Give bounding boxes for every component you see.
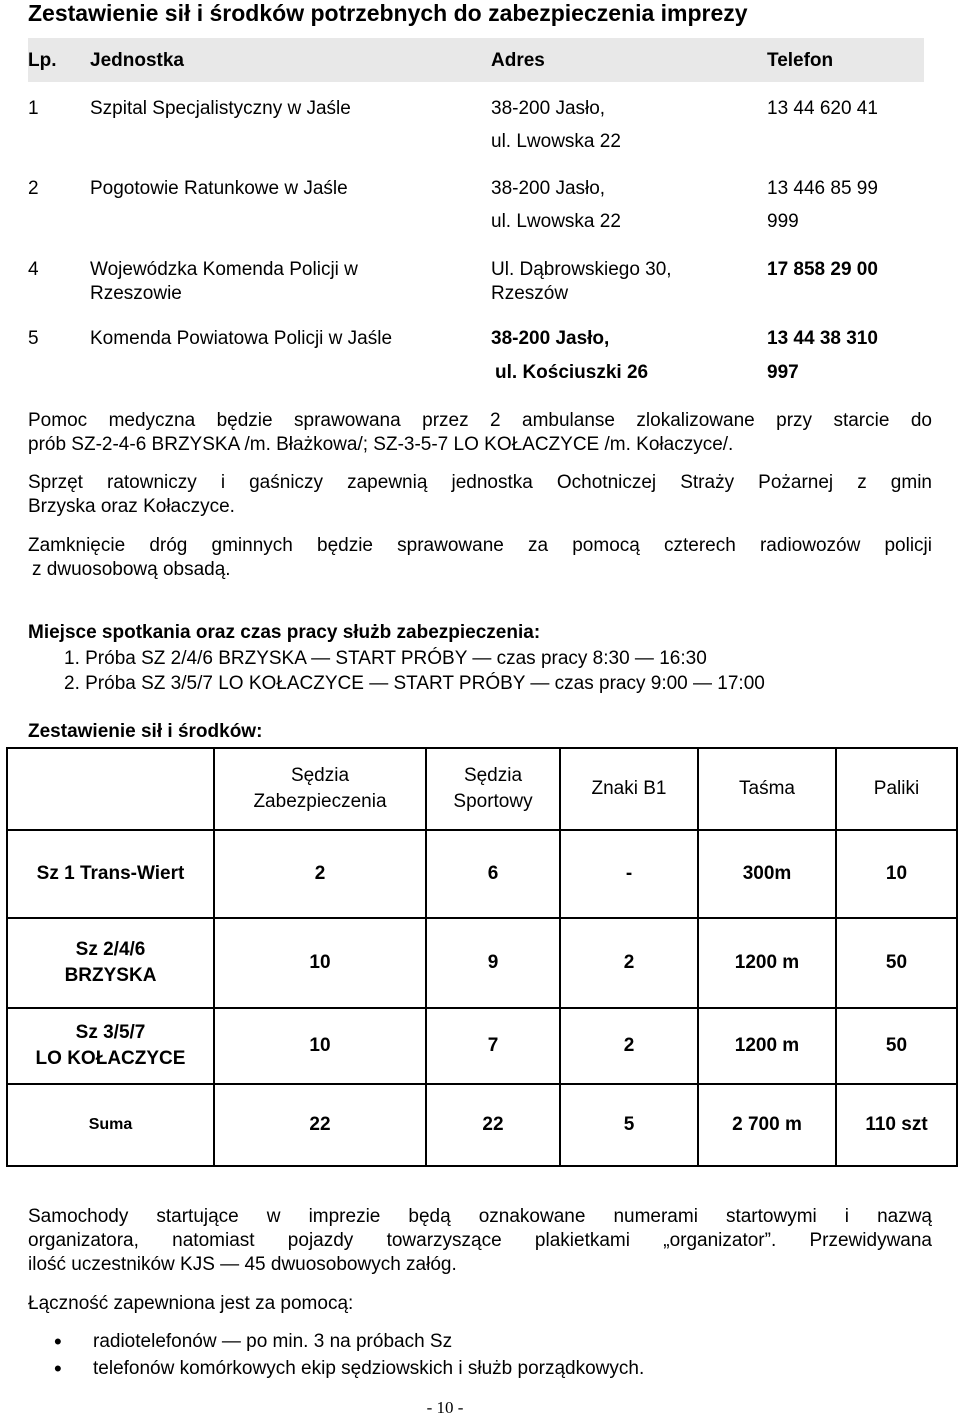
paragraph-line: Zamknięcie dróg gminnych będzie sprawowane za pomocą czterech radiowozów policji bbox=[28, 535, 932, 556]
cell: 2 bbox=[214, 830, 426, 918]
row-lp: 1 bbox=[28, 98, 39, 119]
cell: 9 bbox=[426, 918, 560, 1008]
row-unit: Pogotowie Ratunkowe w Jaśle bbox=[90, 178, 348, 199]
paragraph-line: z dwuosobową obsadą. bbox=[32, 559, 231, 580]
row-lp: 4 bbox=[28, 259, 39, 280]
paragraph-medical bbox=[28, 409, 932, 457]
row-address: 38-200 Jasło, bbox=[491, 328, 610, 349]
header-line: Sędzia bbox=[463, 765, 523, 786]
list-item: • telefonów komórkowych ekip sędziowskich i służb porządkowych. bbox=[28, 1355, 644, 1382]
cell: 22 bbox=[214, 1084, 426, 1166]
meeting-item: 2. Próba SZ 3/5/7 LO KOŁACZYCE — START PRÓBY — czas pracy 9:00 — 17:00 bbox=[64, 673, 765, 694]
row-name-line: BRZYSKA bbox=[64, 965, 157, 986]
cell: 10 bbox=[836, 830, 957, 918]
header-cell: Paliki bbox=[836, 748, 957, 830]
paragraph-line: Sprzęt ratowniczy i gaśniczy zapewnią jednostka Ochotniczej Straży Pożarnej z gmin bbox=[28, 472, 932, 493]
row-lp: 2 bbox=[28, 178, 39, 199]
table-row-sum bbox=[7, 1084, 957, 1166]
table-row bbox=[7, 918, 957, 1008]
row-unit: Wojewódzka Komenda Policji w bbox=[90, 259, 358, 280]
paragraph-line: ilość uczestników KJS — 45 dwuosobowych załóg. bbox=[28, 1254, 457, 1275]
paragraph-cars bbox=[28, 1205, 932, 1277]
list-item: • radiotelefonów — po min. 3 na próbach Sz bbox=[28, 1328, 644, 1355]
comms-heading: Łączność zapewniona jest za pomocą: bbox=[28, 1293, 354, 1314]
page-title: Zestawienie sił i środków potrzebnych do zabezpieczenia imprezy bbox=[28, 0, 748, 26]
cell: 6 bbox=[426, 830, 560, 918]
header-phone: Telefon bbox=[767, 50, 834, 71]
header-unit: Jednostka bbox=[90, 50, 184, 71]
comms-list bbox=[28, 1328, 644, 1382]
header-address: Adres bbox=[491, 50, 545, 71]
row-address-2: Rzeszów bbox=[491, 283, 569, 304]
cell: 10 bbox=[214, 918, 426, 1008]
row-unit: Szpital Specjalistyczny w Jaśle bbox=[90, 98, 351, 119]
table-header-row bbox=[7, 748, 957, 830]
table-row bbox=[7, 1008, 957, 1084]
paragraph-line: Brzyska oraz Kołaczyce. bbox=[28, 496, 235, 517]
cell: 5 bbox=[560, 1084, 698, 1166]
cell: 50 bbox=[836, 1008, 957, 1084]
row-unit-2: Rzeszowie bbox=[90, 283, 182, 304]
row-address: 38-200 Jasło, bbox=[491, 178, 606, 199]
row-phone: 13 44 620 41 bbox=[767, 98, 878, 119]
header-cell bbox=[426, 748, 560, 830]
cell: 10 bbox=[214, 1008, 426, 1084]
cell: 1200 m bbox=[698, 1008, 836, 1084]
cell: 2 700 m bbox=[698, 1084, 836, 1166]
table-row bbox=[7, 830, 957, 918]
row-address: Ul. Dąbrowskiego 30, bbox=[491, 259, 672, 280]
cell: 7 bbox=[426, 1008, 560, 1084]
header-cell: Taśma bbox=[698, 748, 836, 830]
paragraph-line: organizatora, natomiast pojazdy towarzyszące plakietkami „organizator”. Przewidywana bbox=[28, 1230, 932, 1251]
paragraph-line: Pomoc medyczna będzie sprawowana przez 2 ambulanse zlokalizowane przy starcie do bbox=[28, 410, 932, 431]
row-phone-2: 999 bbox=[767, 211, 799, 232]
row-phone: 13 446 85 99 bbox=[767, 178, 878, 199]
paragraph-roads bbox=[28, 534, 932, 582]
cell: 110 szt bbox=[836, 1084, 957, 1166]
meeting-heading: Miejsce spotkania oraz czas pracy służb zabezpieczenia: bbox=[28, 622, 541, 643]
cell: 22 bbox=[426, 1084, 560, 1166]
row-phone-2: 997 bbox=[767, 362, 799, 383]
row-name-line: LO KOŁACZYCE bbox=[35, 1048, 186, 1069]
row-name-line: Sz 2/4/6 bbox=[75, 939, 146, 960]
header-line: Zabezpieczenia bbox=[253, 791, 387, 812]
header-cell: Znaki B1 bbox=[560, 748, 698, 830]
row-address-2: ul. Lwowska 22 bbox=[491, 211, 621, 232]
paragraph-line: Samochody startujące w imprezie będą oznakowane numerami startowymi i nazwą bbox=[28, 1206, 932, 1227]
row-phone: 17 858 29 00 bbox=[767, 259, 878, 280]
header-cell bbox=[214, 748, 426, 830]
header-cell bbox=[7, 748, 214, 830]
row-address-2: ul. Lwowska 22 bbox=[491, 131, 621, 152]
cell: - bbox=[560, 830, 698, 918]
row-address: 38-200 Jasło, bbox=[491, 98, 606, 119]
page-number: - 10 - bbox=[426, 1398, 464, 1417]
paragraph-rescue bbox=[28, 471, 932, 519]
paragraph-line: prób SZ-2-4-6 BRZYSKA /m. Błażkowa/; SZ-3-5-7 LO KOŁACZYCE /m. Kołaczyce/. bbox=[28, 434, 734, 455]
row-phone: 13 44 38 310 bbox=[767, 328, 878, 349]
row-name bbox=[7, 918, 214, 1008]
header-line: Sędzia bbox=[290, 765, 350, 786]
header-lp: Lp. bbox=[28, 50, 57, 71]
meeting-item: 1. Próba SZ 2/4/6 BRZYSKA — START PRÓBY — czas pracy 8:30 — 16:30 bbox=[64, 648, 707, 669]
row-name: Sz 1 Trans-Wiert bbox=[7, 830, 214, 918]
cell: 50 bbox=[836, 918, 957, 1008]
forces-heading: Zestawienie sił i środków: bbox=[28, 721, 263, 742]
row-name: Suma bbox=[7, 1084, 214, 1166]
cell: 300m bbox=[698, 830, 836, 918]
row-name bbox=[7, 1008, 214, 1084]
row-lp: 5 bbox=[28, 328, 39, 349]
cell: 2 bbox=[560, 1008, 698, 1084]
row-name-line: Sz 3/5/7 bbox=[75, 1022, 146, 1043]
row-unit: Komenda Powiatowa Policji w Jaśle bbox=[90, 328, 393, 349]
cell: 1200 m bbox=[698, 918, 836, 1008]
row-address-2: ul. Kościuszki 26 bbox=[495, 362, 649, 383]
forces-table bbox=[6, 747, 958, 1167]
header-line: Sportowy bbox=[453, 791, 533, 812]
cell: 2 bbox=[560, 918, 698, 1008]
